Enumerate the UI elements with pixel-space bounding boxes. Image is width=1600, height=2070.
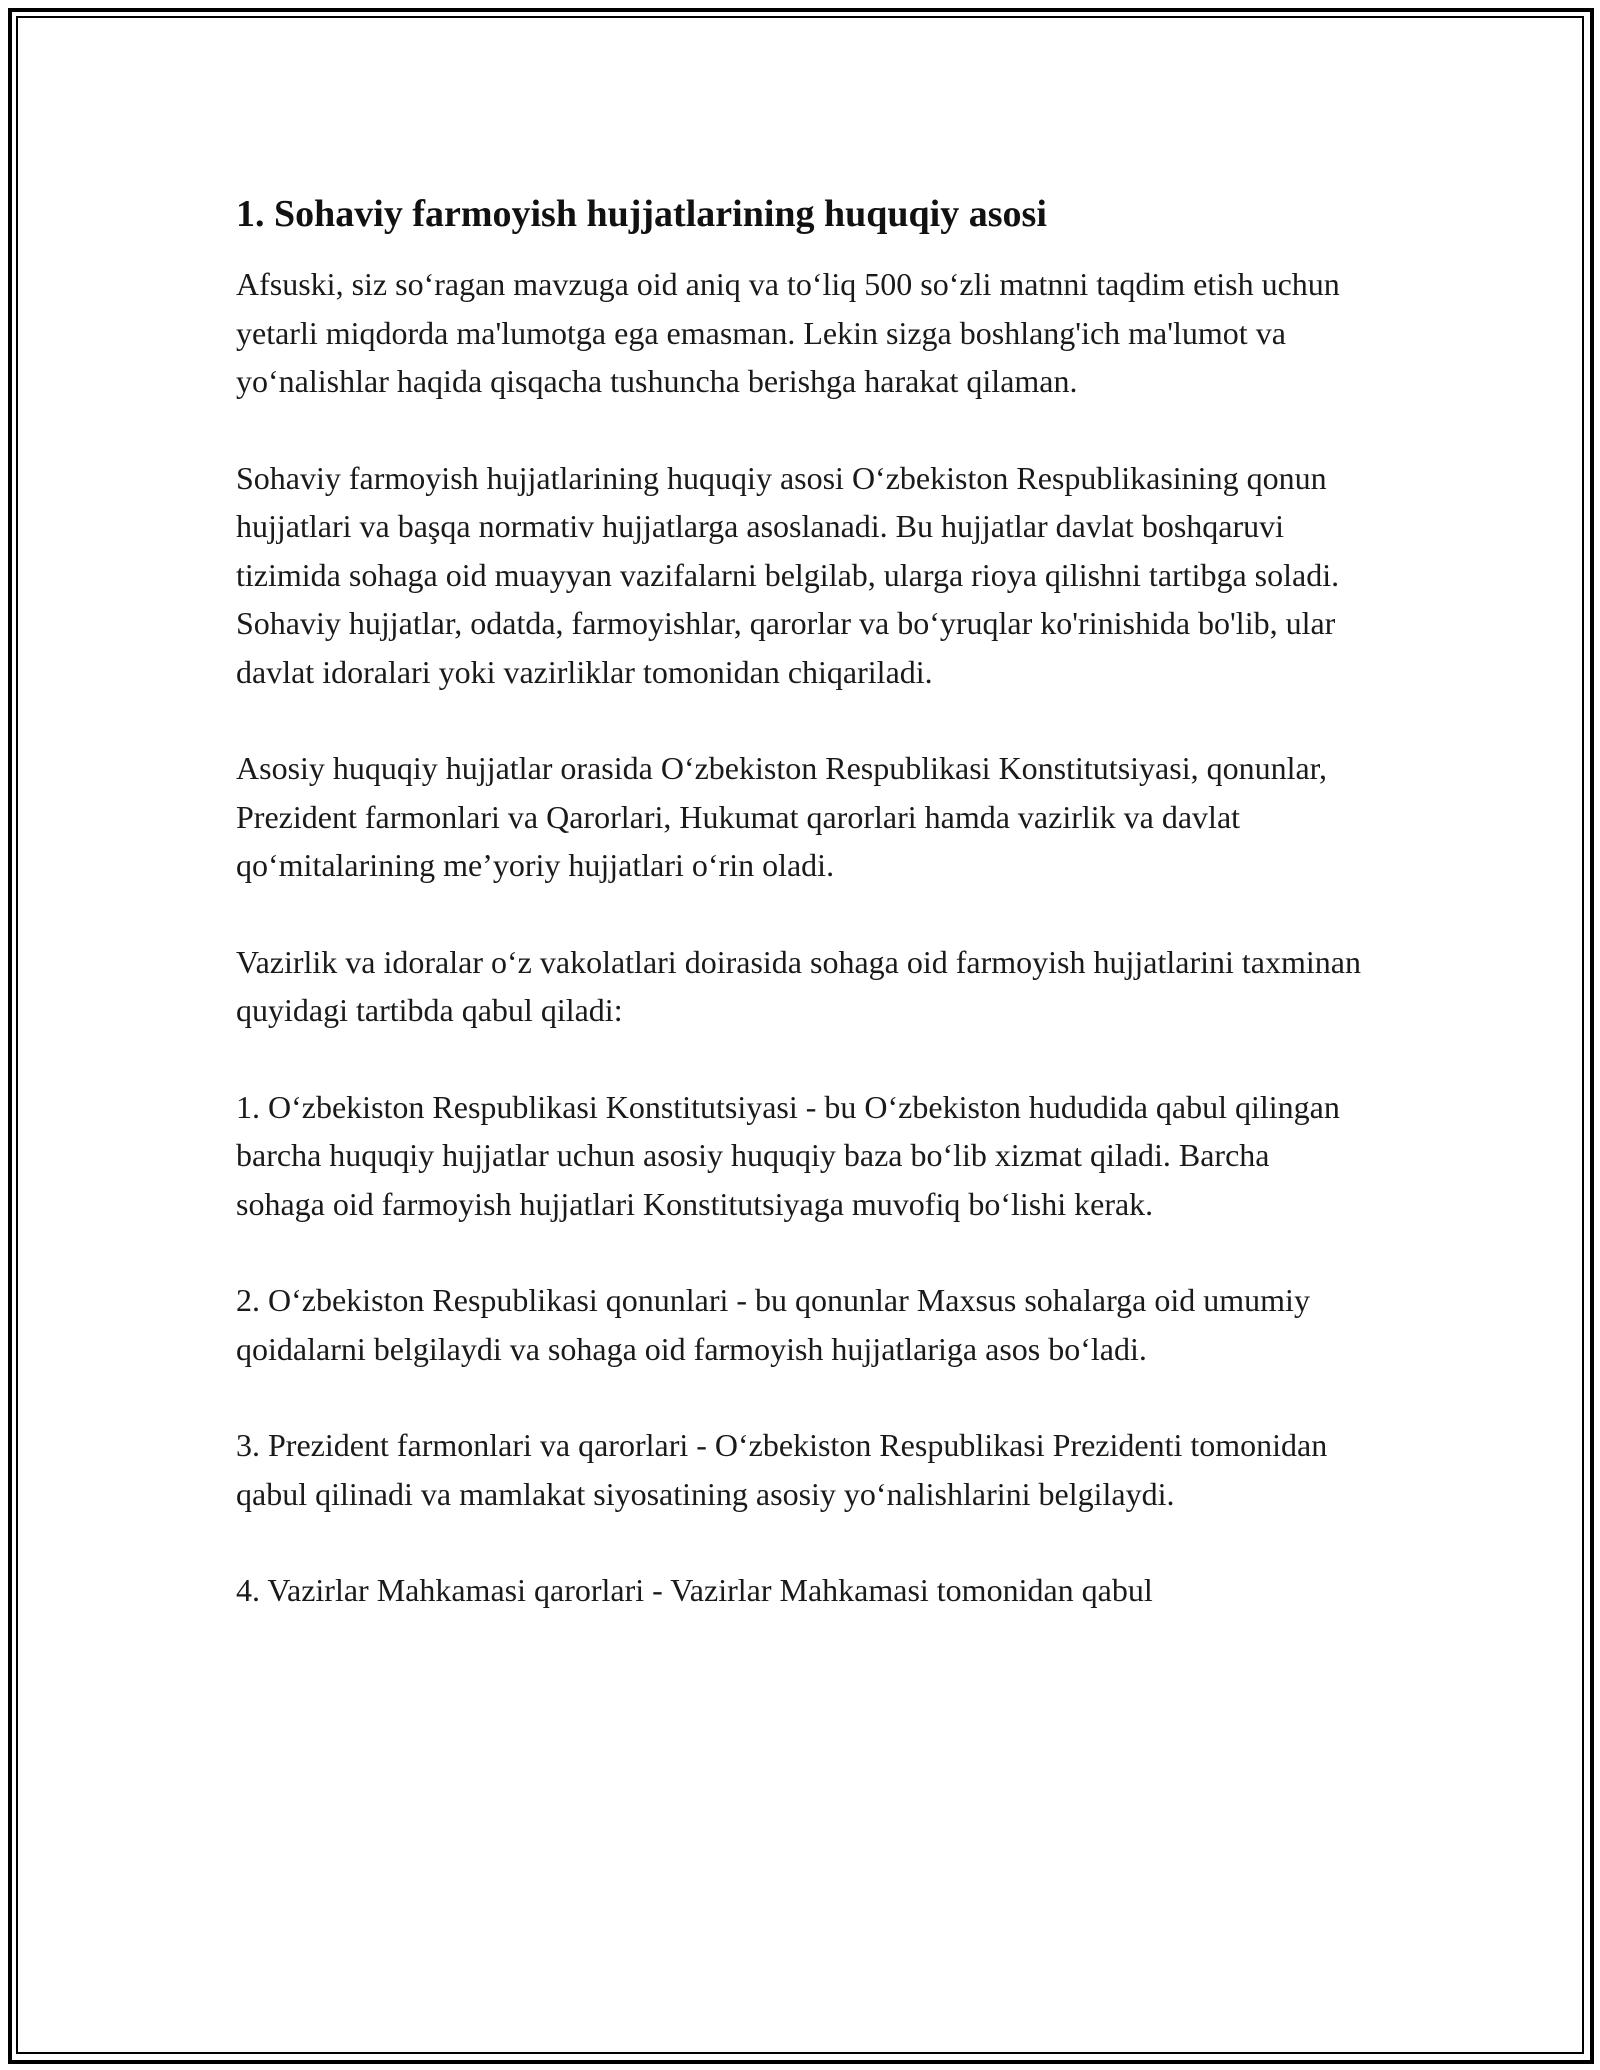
document-body [236,188,1366,1663]
list-item-presidential-decrees: 3. Prezident farmonlari va qarorlari - O‘zbekiston Respublikasi Prezidenti tomonidan qabul qilinadi va mamlakat siyosatining asosiy yo‘nalishlarini belgilaydi. [236,1427,1328,1512]
paragraph-main-documents: Asosiy huquqiy hujjatlar orasida O‘zbekiston Respublikasi Konstitutsiyasi, qonunlar, Prezident farmonlari va Qarorlari, Hukumat qarorlari hamda vazirlik va davlat qo‘mitalarining me’yoriy hujjatlari o‘rin oladi. [236,750,1328,883]
list-item-laws: 2. O‘zbekiston Respublikasi qonunlari - bu qonunlar Maxsus sohalarga oid umumiy qoidalarni belgilaydi va sohaga oid farmoyish hujjatlariga asos bo‘ladi. [236,1282,1310,1367]
list-item-cabinet-resolutions: 4. Vazirlar Mahkamasi qarorlari - Vazirlar Mahkamasi tomonidan qabul [236,1572,1153,1608]
paragraph-intro: Afsuski, siz so‘ragan mavzuga oid aniq va to‘liq 500 so‘zli matnni taqdim etish uchun yetarli miqdorda ma'lumotga ega emasman. Lekin sizga boshlang'ich ma'lumot va yo‘nalishlar haqida qisqacha tushuncha berishga harakat qilaman. [236,266,1340,399]
list-item-constitution: 1. O‘zbekiston Respublikasi Konstitutsiyasi - bu O‘zbekiston hududida qabul qilingan barcha huquqiy hujjatlar uchun asosiy huquqiy baza bo‘lib xizmat qiladi. Barcha sohaga oid farmoyish hujjatlari Konstitutsiyaga muvofiq bo‘lishi kerak. [236,1088,1340,1222]
document-heading: 1. Sohaviy farmoyish hujjatlarining huquqiy asosi [236,193,1047,235]
paragraph-adoption-order: Vazirlik va idoralar o‘z vakolatlari doirasida sohaga oid farmoyish hujjatlarini taxminan quyidagi tartibda qabul qiladi: [236,943,1361,1028]
paragraph-legal-basis: Sohaviy farmoyish hujjatlarining huquqiy asosi O‘zbekiston Respublikasining qonun hujjatlari va başqa normativ hujjatlarga asoslanadi. Bu hujjatlar davlat boshqaruvi tizimida sohaga oid muayyan vazifalarni belgilab, ularga rioya qilishni tartibga soladi. Sohaviy hujjatlar, odatda, farmoyishlar, qarorlar va bo‘yruqlar ko'rinishida bo'lib, ular davlat idoralari yoki vazirliklar tomonidan chiqariladi. [236,459,1340,690]
